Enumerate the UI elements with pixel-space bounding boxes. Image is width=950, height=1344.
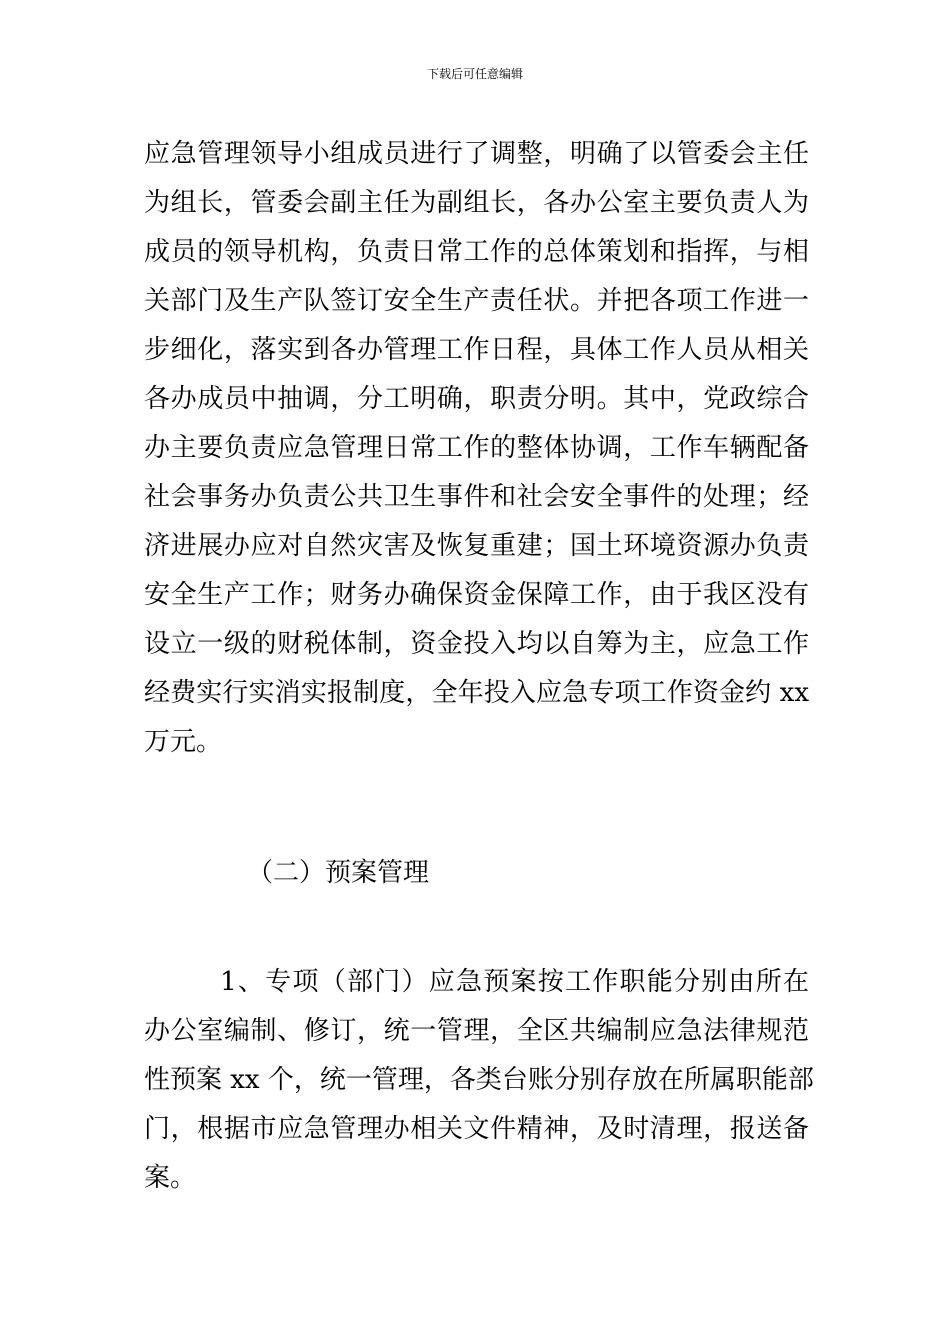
paragraph-1 [144, 130, 809, 767]
text-line: 为组长，管委会副主任为副组长，各办公室主要负责人为 [144, 188, 809, 218]
text-line: 成员的领导机构，负责日常工作的总体策划和指挥，与相 [144, 237, 809, 267]
section-heading: （二）预案管理 [247, 858, 430, 888]
document-body [144, 130, 814, 1203]
text-line: 步细化，落实到各办管理工作日程，具体工作人员从相关 [144, 335, 809, 365]
text-line: 万元。 [144, 727, 223, 757]
text-line: 社会事务办负责公共卫生事件和社会安全事件的处理；经 [144, 482, 809, 512]
text-line: 性预案 xx 个，统一管理，各类台账分别存放在所属职能部 [144, 1065, 814, 1095]
text-line: 安全生产工作；财务办确保资金保障工作，由于我区没有 [144, 580, 809, 610]
text-line: 关部门及生产队签订安全生产责任状。并把各项工作进一 [144, 286, 809, 316]
paragraph-spacer [144, 767, 809, 849]
paragraph-spacer [144, 898, 809, 958]
text-line: 应急管理领导小组成员进行了调整，明确了以管委会主任 [144, 139, 809, 169]
text-line: 设立一级的财税体制，资金投入均以自筹为主，应急工作 [144, 629, 809, 659]
text-line: 办主要负责应急管理日常工作的整体协调，工作车辆配备 [144, 433, 809, 463]
text-line: 办公室编制、修订，统一管理，全区共编制应急法律规范 [144, 1016, 809, 1046]
text-line: 经费实行实消实报制度，全年投入应急专项工作资金约 xx [144, 678, 809, 708]
paragraph-2 [144, 958, 814, 1203]
text-line: 1、专项（部门）应急预案按工作职能分别由所在 [144, 967, 809, 997]
text-line: 各办成员中抽调，分工明确，职责分明。其中，党政综合 [144, 384, 809, 414]
text-line: 案。 [144, 1163, 197, 1193]
header-note: 下载后可任意编辑 [426, 67, 523, 81]
text-line: 济进展办应对自然灾害及恢复重建；国土环境资源办负责 [144, 531, 809, 561]
text-line: 门，根据市应急管理办相关文件精神，及时清理，报送备 [144, 1114, 809, 1144]
